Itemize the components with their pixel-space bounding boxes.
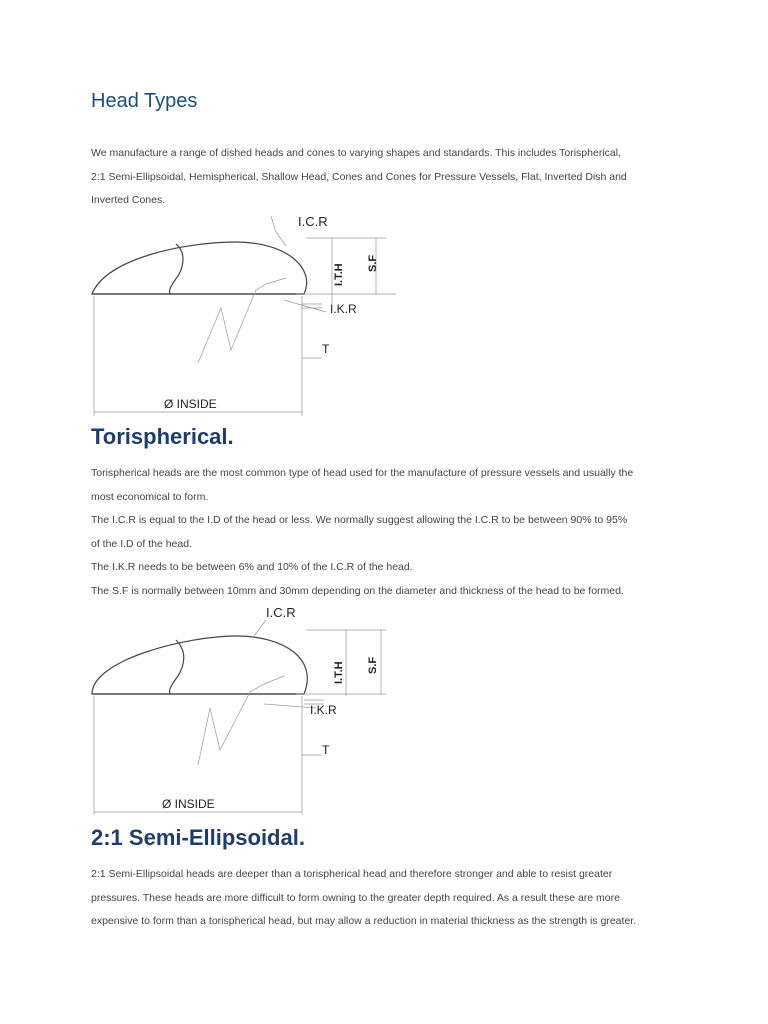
text-line: pressures. These heads are more difficult to form owning to the greater depth required. As a result these are more bbox=[91, 891, 620, 904]
inside-diameter-label: Ø INSIDE bbox=[164, 397, 217, 411]
ith-label: I.T.H bbox=[333, 661, 345, 684]
text-line: The I.C.R is equal to the I.D of the head or less. We normally suggest allowing the I.C.R to be between 90% to 95% bbox=[91, 514, 628, 526]
text-line: 2:1 Semi-Ellipsoidal heads are deeper than a torispherical head and therefore stronger and able to resist greater bbox=[91, 868, 613, 880]
ith-label: I.T.H bbox=[333, 263, 345, 286]
torispherical-head-diagram-2 bbox=[86, 600, 396, 815]
section-title-torispherical: Torispherical. bbox=[91, 424, 234, 449]
section-title-semi-ellipsoidal: 2:1 Semi-Ellipsoidal. bbox=[91, 825, 305, 850]
text-line: most economical to form. bbox=[91, 490, 209, 503]
text-line: The S.F is normally between 10mm and 30mm depending on the diameter and thickness of the head to be formed. bbox=[91, 584, 624, 597]
ikr-label: I.K.R bbox=[330, 302, 357, 316]
sf-label: S.F bbox=[367, 254, 379, 272]
intro-paragraph bbox=[91, 142, 691, 213]
icr-label: I.C.R bbox=[298, 214, 328, 229]
sf-label: S.F bbox=[367, 656, 379, 674]
text-line: We manufacture a range of dished heads and cones to varying shapes and standards. This includes Torispherical, bbox=[91, 147, 621, 159]
page-title: Head Types bbox=[91, 90, 198, 112]
text-line: expensive to form than a torispherical head, but may allow a reduction in material thickness as the strength is greater. bbox=[91, 915, 637, 927]
semi-ellipsoidal-paragraph bbox=[91, 863, 691, 934]
torispherical-paragraph bbox=[91, 462, 691, 603]
inside-diameter-label: Ø INSIDE bbox=[162, 797, 215, 811]
icr-label: I.C.R bbox=[266, 605, 296, 620]
t-label: T bbox=[322, 342, 330, 356]
text-line: Torispherical heads are the most common type of head used for the manufacture of pressure vessels and usually the bbox=[91, 467, 634, 479]
t-label: T bbox=[322, 743, 330, 757]
text-line: of the I.D of the head. bbox=[91, 537, 192, 550]
text-line: Inverted Cones. bbox=[91, 194, 166, 206]
ikr-label: I.K.R bbox=[310, 703, 337, 717]
text-line: 2:1 Semi-Ellipsoidal, Hemispherical, Shallow Head, Cones and Cones for Pressure Vessels, Flat, Inverted Dish and bbox=[91, 170, 627, 183]
text-line: The I.K.R needs to be between 6% and 10% of the I.C.R of the head. bbox=[91, 561, 413, 573]
torispherical-head-diagram-1 bbox=[86, 208, 396, 418]
